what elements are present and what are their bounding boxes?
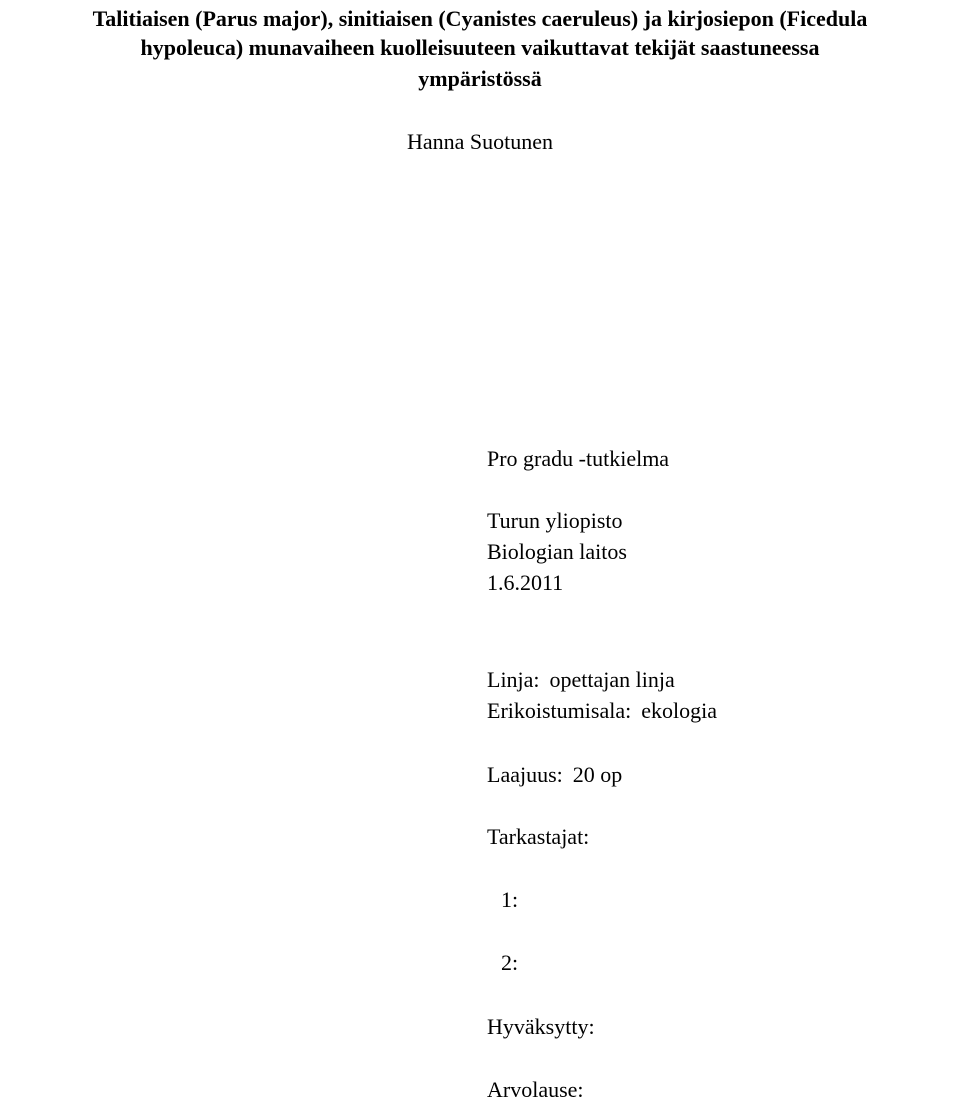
scope-row (487, 760, 622, 790)
title-line-3: ympäristössä (418, 66, 542, 91)
examiner-1: 1: (501, 887, 519, 912)
line-label: Linja: (487, 667, 540, 692)
thesis-type: Pro gradu -tutkielma (487, 446, 670, 471)
scope-value: 20 op (572, 762, 623, 787)
university: Turun yliopisto (487, 508, 623, 533)
author-name: Hanna Suotunen (406, 129, 554, 154)
line-value: opettajan linja (549, 667, 675, 692)
date: 1.6.2011 (487, 570, 564, 595)
department: Biologian laitos (487, 539, 627, 564)
scope-label: Laajuus: (487, 762, 563, 787)
title-line-1: Talitiaisen (Parus major), sinitiaisen (Cyanistes caeruleus) ja kirjosiepon (Ficedula (92, 6, 868, 31)
specialization-value: ekologia (641, 698, 717, 723)
approved-label: Hyväksytty: (487, 1014, 595, 1039)
title-line-2: hypoleuca) munavaiheen kuolleisuuteen vaikuttavat tekijät saastuneessa (140, 35, 820, 60)
grade-label: Arvolause: (487, 1077, 584, 1102)
line-row (487, 665, 675, 695)
specialization-label: Erikoistumisala: (487, 698, 632, 723)
specialization-row (487, 696, 717, 726)
examiner-2: 2: (501, 950, 519, 975)
examiners-label: Tarkastajat: (487, 824, 590, 849)
